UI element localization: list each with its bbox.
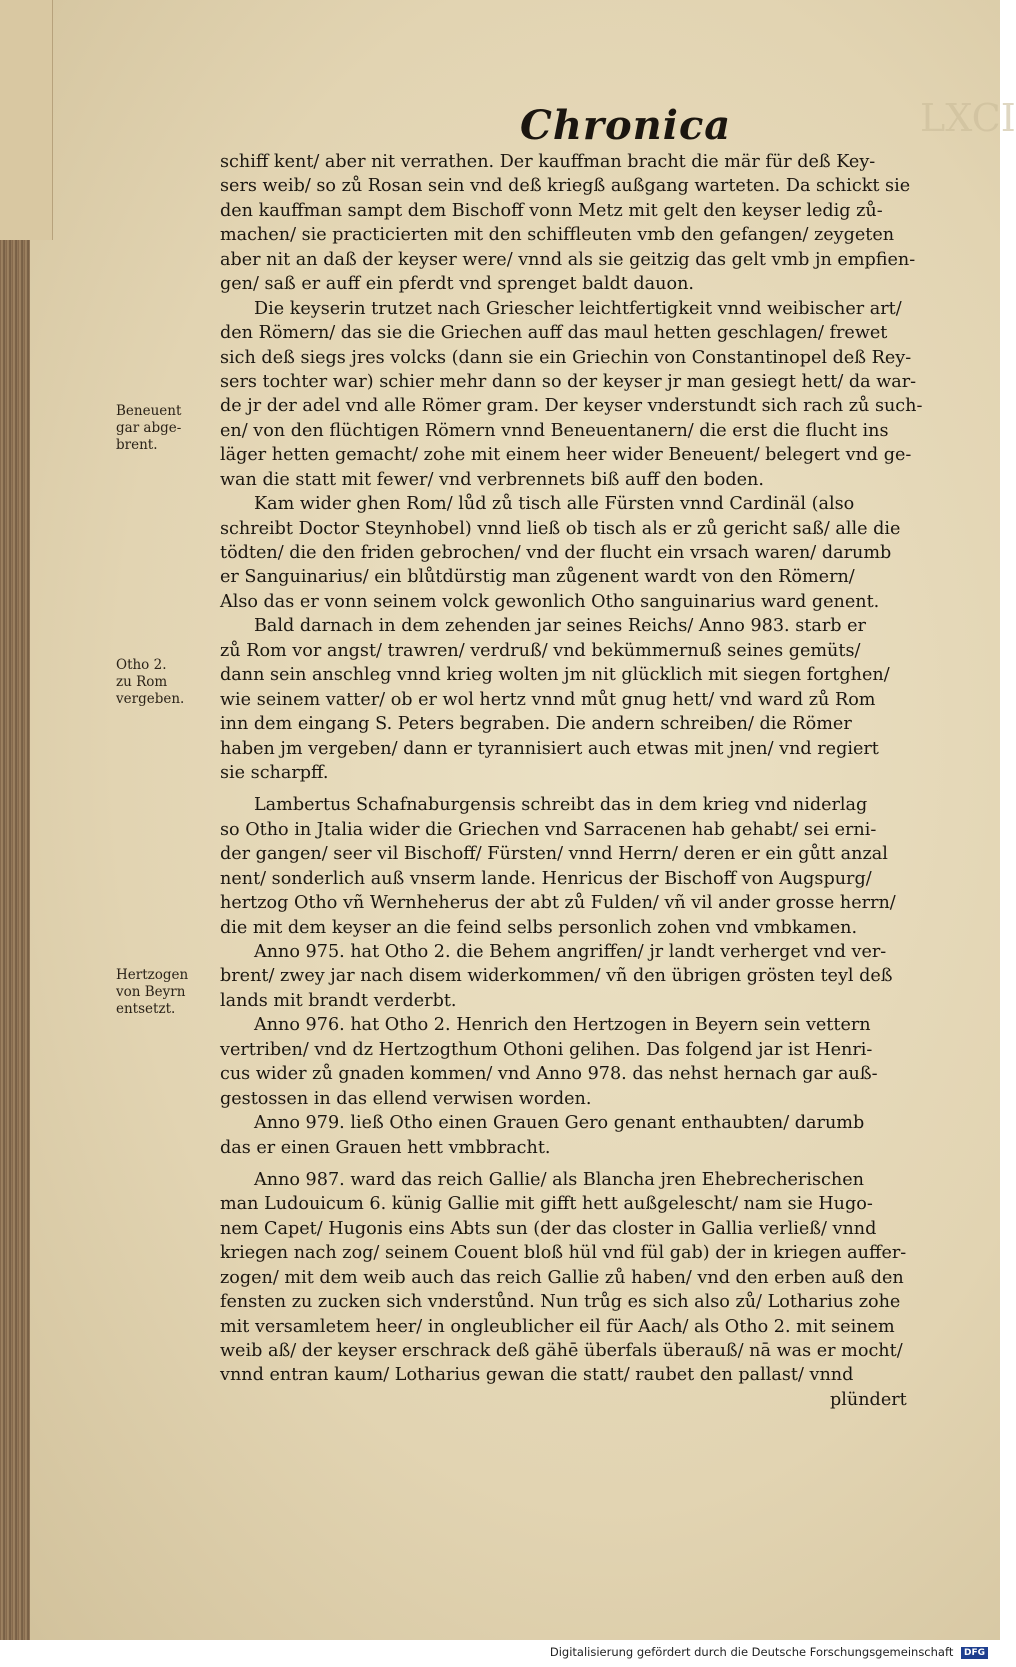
text-line: kriegen nach zog/ seinem Couent bloß hül vnd fül gab) der in kriegen auffer- <box>220 1243 907 1264</box>
text-line: nent/ sonderlich auß vnserm lande. Henricus der Bischoff von Augspurg/ <box>220 868 872 889</box>
text-line: cus wider zů gnaden kommen/ vnd Anno 978. das nehst hernach gar auß- <box>220 1064 878 1085</box>
text-line: tödten/ die den friden gebrochen/ vnd der flucht ein vrsach waren/ darumb <box>220 543 892 563</box>
text-line: nem Capet/ Hugonis eins Abts sun (der das closter in Gallia verließ/ vnnd <box>220 1218 877 1239</box>
text-line: vertriben/ vnd dz Hertzogthum Othoni gelihen. Das folgend jar ist Henri- <box>220 1039 873 1060</box>
margin-note-line: zu Rom <box>116 674 168 690</box>
text-line: zogen/ mit dem weib auch das reich Gallie zů haben/ vnd den erben auß den <box>220 1267 904 1288</box>
text-line: schiff kent/ aber nit verrathen. Der kauffman bracht die mär für deß Key- <box>220 152 876 172</box>
text-line: machen/ sie practicierten mit den schiffleuten vmb den gefangen/ zeygeten <box>220 225 895 246</box>
text-line: die mit dem keyser an die feind selbs personlich zohen vnd vmbkamen. <box>220 917 858 938</box>
text-line: sers tochter war) schier mehr dann so der keyser jr man gesiegt hett/ da war- <box>220 371 917 392</box>
text-line: de jr der adel vnd alle Römer gram. Der keyser vnderstundt sich rach zů such- <box>220 396 923 417</box>
text-line: läger hetten gemacht/ zohe mit einem heer wider Beneuent/ belegert vnd ge- <box>220 445 912 466</box>
text-line: Lambertus Schafnaburgensis schreibt das in dem krieg vnd niderlag <box>254 795 868 816</box>
text-line: dann sein anschleg vnnd krieg wolten jm nit glücklich mit siegen fortghen/ <box>220 665 890 686</box>
text-line: wie seinem vatter/ ob er wol hertz vnnd můt gnug hett/ vnd ward zů Rom <box>220 689 876 710</box>
text-line: Also das er vonn seinem volck gewonlich Otho sanguinarius ward genent. <box>220 591 880 612</box>
paragraph-gap <box>220 785 954 793</box>
text-line: so Otho in Jtalia wider die Griechen vnd Sarracenen hab gehabt/ sei erni- <box>220 819 877 840</box>
funding-credit <box>550 1645 988 1659</box>
margin-note-line: Beneuent <box>116 403 182 419</box>
text-line: der gangen/ seer vil Bischoff/ Fürsten/ vnnd Herrn/ deren er ein gůtt anzal <box>220 844 888 865</box>
text-line: gestossen in das ellend verwisen worden. <box>220 1088 592 1109</box>
text-line: Die keyserin trutzet nach Griescher leichtfertigkeit vnnd weibischer art/ <box>254 298 902 319</box>
margin-note-line: gar abge- <box>116 420 182 436</box>
text-line: plündert <box>830 1389 907 1410</box>
text-line: Kam wider ghen Rom/ lůd zů tisch alle Fürsten vnnd Cardinäl (also <box>254 494 855 515</box>
margin-note-line: von Beyrn <box>116 984 186 1000</box>
text-line: er Sanguinarius/ ein blůtdürstig man zůgenent wardt von den Römern/ <box>220 567 855 588</box>
text-line: schreibt Doctor Steynhobel) vnnd ließ ob tisch als er zů gericht saß/ alle die <box>220 518 901 539</box>
margin-note-line: brent. <box>116 437 158 453</box>
text-line: lands mit brandt verderbt. <box>220 990 457 1011</box>
text-line: zů Rom vor angst/ trawren/ verdruß/ vnd bekümmernuß seines gemüts/ <box>220 640 861 661</box>
show-through-text: LXCI <box>920 96 1016 140</box>
text-line: haben jm vergeben/ dann er tyrannisiert auch etwas mit jnen/ vnd regiert <box>220 738 879 759</box>
footer-bar <box>0 1640 1000 1667</box>
text-line: sie scharpff. <box>220 762 329 783</box>
text-line: en/ von den flüchtigen Römern vnnd Beneuentanern/ die erst die flucht ins <box>220 420 889 441</box>
margin-note-beneuent <box>116 403 222 454</box>
margin-note-hertzogen-beyrn <box>116 967 222 1018</box>
margin-note-line: entsetzt. <box>116 1001 176 1017</box>
margin-note-otho-vergeben <box>116 657 222 708</box>
main-text <box>220 150 954 1412</box>
text-line: sers weib/ so zů Rosan sein vnd deß kriegß außgang warteten. Da schickt sie <box>220 176 911 197</box>
text-line: aber nit an daß der keyser were/ vnnd als sie geitzig das gelt vmb jn empfien- <box>220 249 916 270</box>
margin-note-line: vergeben. <box>116 691 185 707</box>
text-line: fensten zu zucken sich vnderstůnd. Nun trůg es sich also zů/ Lotharius zohe <box>220 1292 901 1313</box>
text-line: Anno 979. ließ Otho einen Grauen Gero genant enthaubten/ darumb <box>254 1113 865 1134</box>
page-edges <box>0 0 30 1640</box>
dfg-logo: DFG <box>961 1647 988 1659</box>
text-line: sich deß siegs jres volcks (dann sie ein Griechin von Constantinopel deß Rey- <box>220 347 912 368</box>
text-line: Anno 987. ward das reich Gallie/ als Blancha jren Ehebrecherischen <box>254 1169 864 1190</box>
text-line: weib aß/ der keyser erschrack deß gähē überfals überauß/ nā was er mocht/ <box>220 1341 903 1361</box>
paragraph-gap <box>220 1160 954 1168</box>
text-line: den Römern/ das sie die Griechen auff das maul hetten geschlagen/ frewet <box>220 323 888 344</box>
text-line: vnnd entran kaum/ Lotharius gewan die statt/ raubet den pallast/ vnnd <box>220 1365 854 1386</box>
text-line: den kauffman sampt dem Bischoff vonn Metz mit gelt den keyser ledig zů- <box>220 200 883 221</box>
text-line: Anno 976. hat Otho 2. Henrich den Hertzogen in Beyern sein vettern <box>254 1015 871 1036</box>
text-line: man Ludouicum 6. künig Gallie mit gifft hett außgelescht/ nam sie Hugo- <box>220 1194 873 1215</box>
funding-credit-text: Digitalisierung gefördert durch die Deutsche Forschungsgemeinschaft <box>549 1645 954 1659</box>
text-line: Anno 975. hat Otho 2. die Behem angriffen/ jr landt verherget vnd ver- <box>254 942 887 962</box>
text-line: inn dem eingang S. Peters begraben. Die andern schreiben/ die Römer <box>220 714 852 735</box>
text-line: brent/ zwey jar nach disem widerkommen/ vñ den übrigen grösten teyl deß <box>220 966 893 987</box>
text-line: hertzog Otho vñ Wernheherus der abt zů Fulden/ vñ vil ander grosse herrn/ <box>220 893 896 914</box>
text-line: Bald darnach in dem zehenden jar seines Reichs/ Anno 983. starb er <box>254 616 866 637</box>
margin-note-line: Hertzogen <box>116 967 189 983</box>
text-line: das er einen Grauen hett vmbbracht. <box>220 1137 551 1158</box>
page-tab <box>0 0 53 240</box>
running-head: Chronica <box>520 102 732 149</box>
text-line: wan die statt mit fewer/ vnd verbrennets biß auff den boden. <box>220 469 764 490</box>
text-line: mit versamletem heer/ in ongleublicher eil für Aach/ als Otho 2. mit seinem <box>220 1316 895 1337</box>
margin-note-line: Otho 2. <box>116 657 167 673</box>
text-line: gen/ saß er auff ein pferdt vnd sprenget baldt dauon. <box>220 274 695 295</box>
